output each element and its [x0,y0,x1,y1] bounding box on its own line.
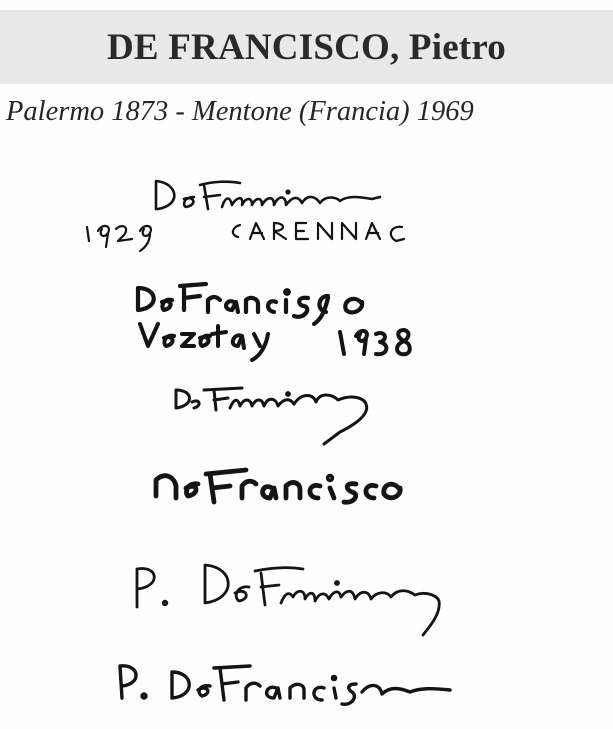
signature-1 [80,175,470,255]
signature-2 [130,280,430,365]
artist-dates: Palermo 1873 - Mentone (Francia) 1969 [6,96,474,127]
artist-name: DE FRANCISCO, Pietro [107,26,506,68]
signature-4 [150,462,420,517]
header-band [0,10,613,84]
signature-6 [110,658,470,718]
signature-5 [125,555,455,645]
signature-3 [170,380,380,455]
